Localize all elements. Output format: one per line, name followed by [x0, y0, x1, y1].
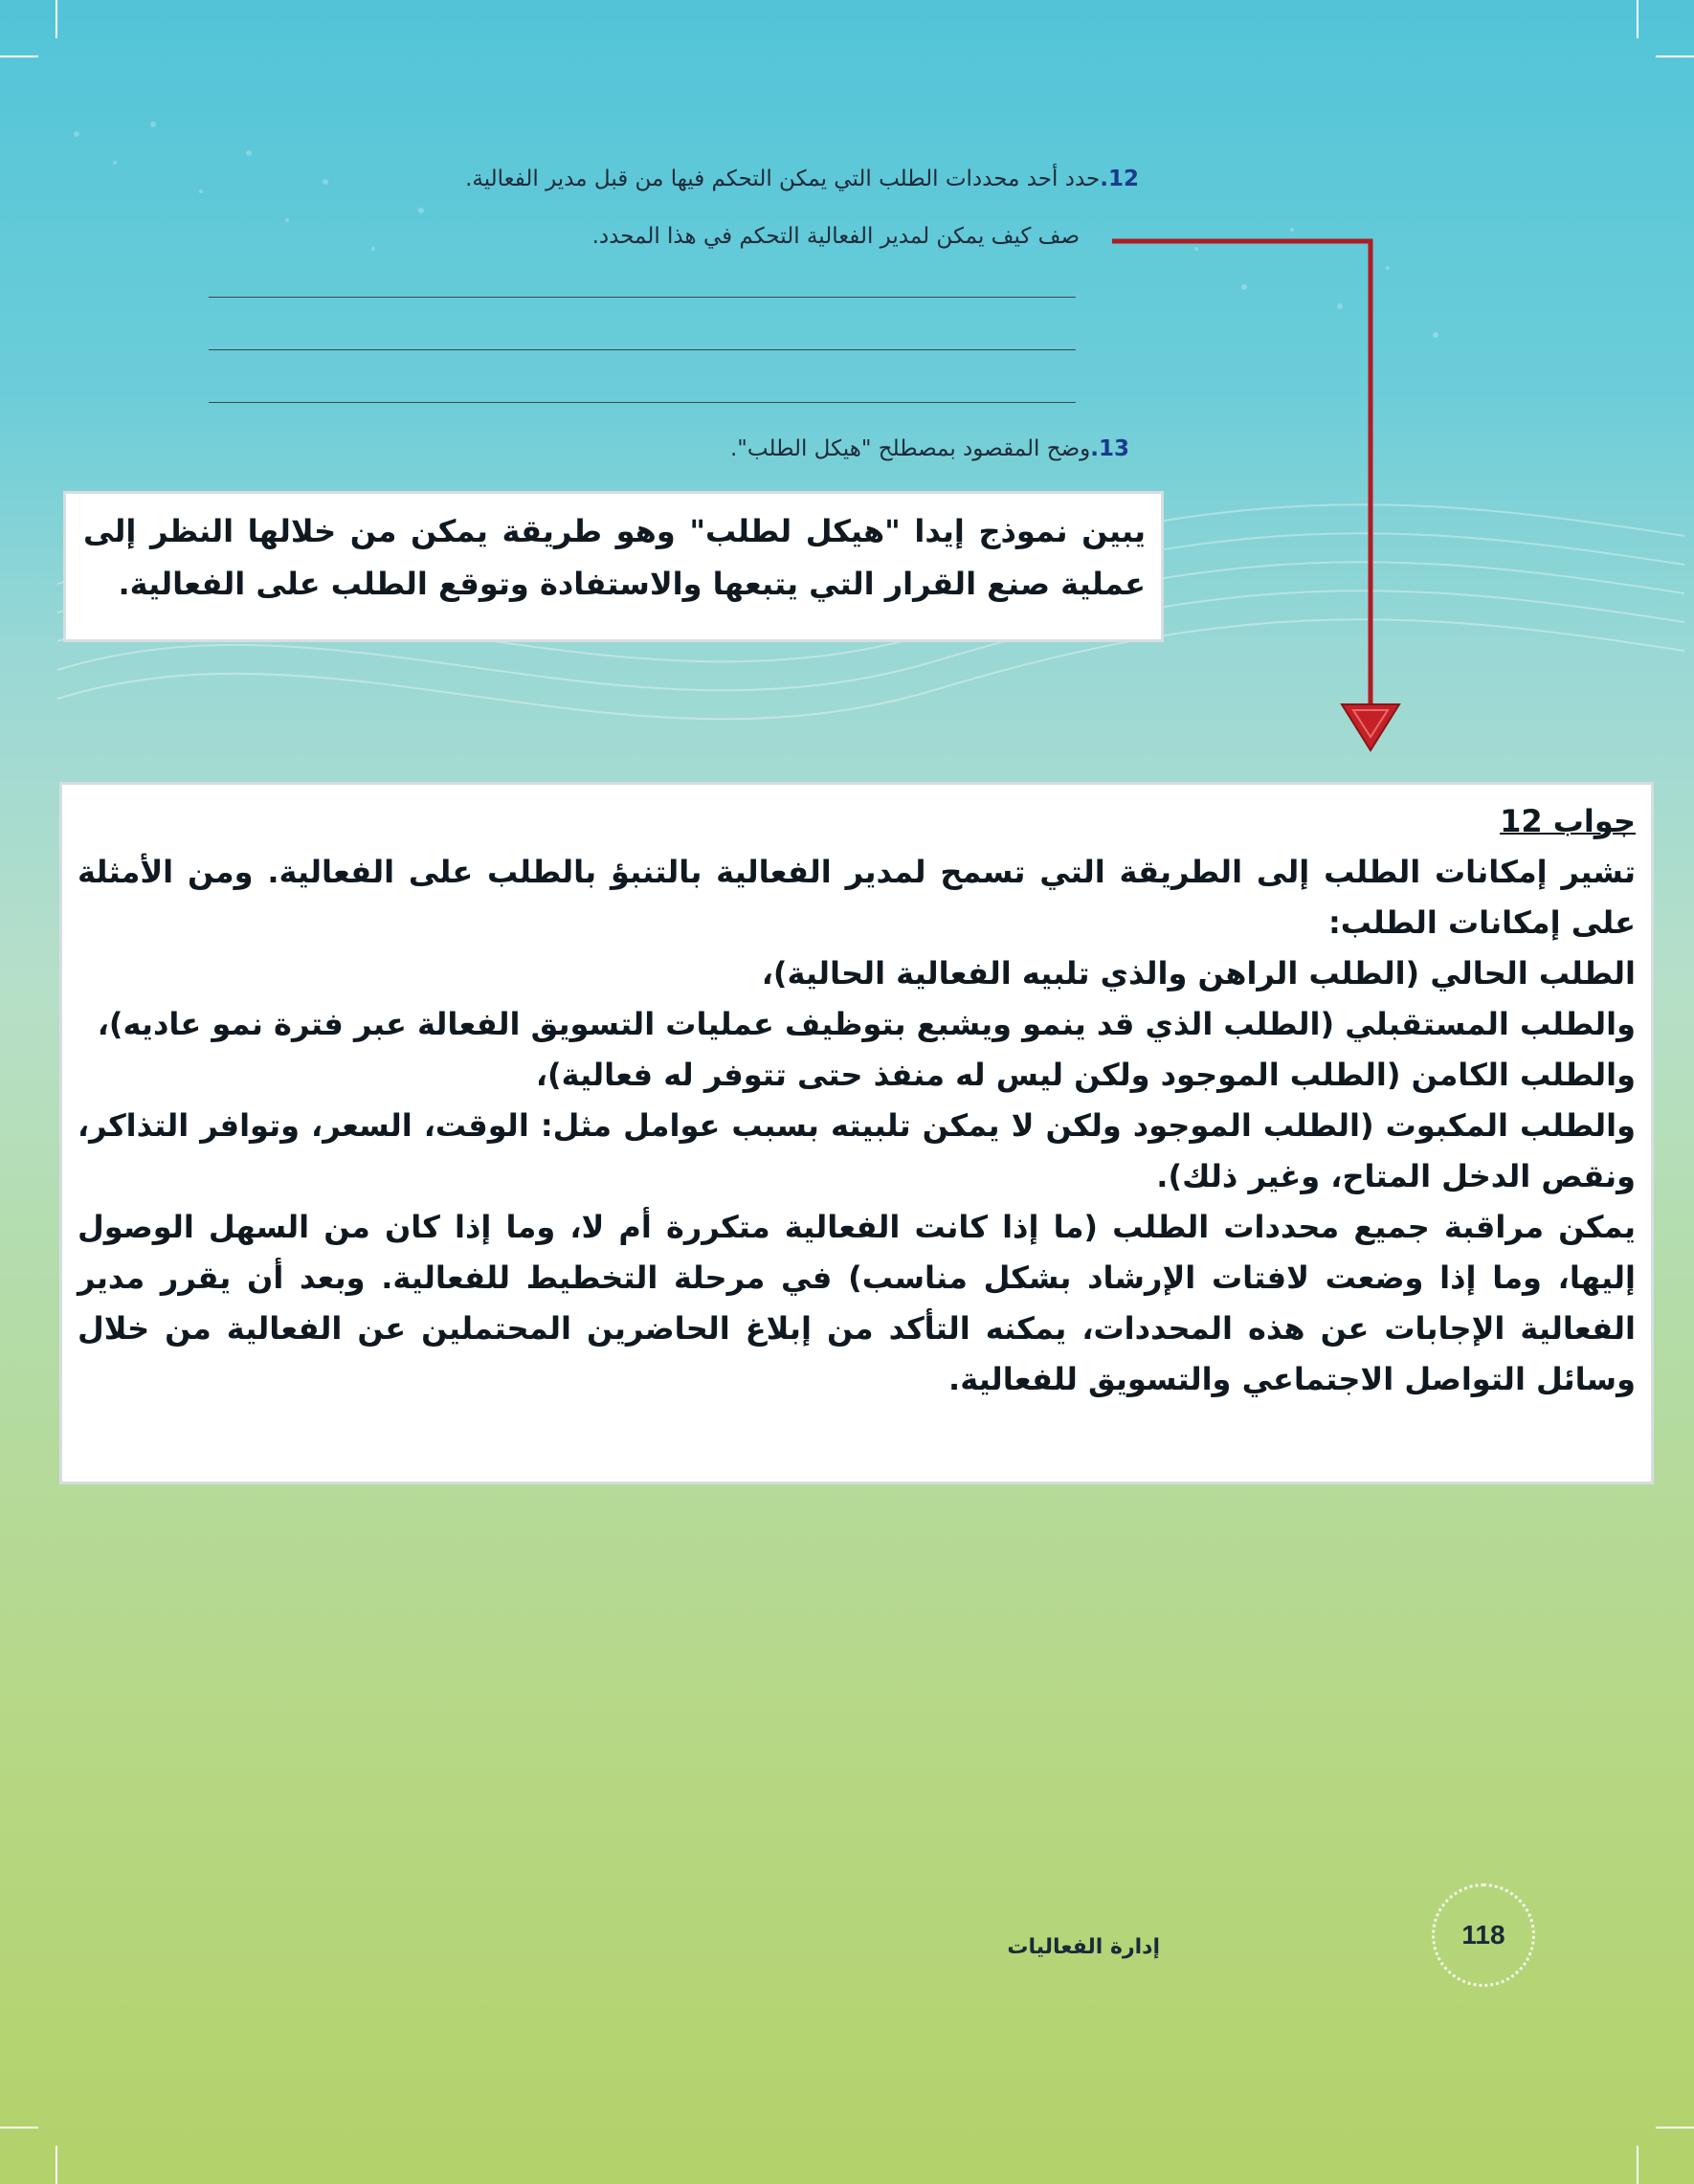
answer-12-paragraph: يمكن مراقبة جميع محددات الطلب (ما إذا كانت الفعالية متكررة أم لا، وما إذا كان من السهل الوصول إليها، وما إذا وضعت لافتات الإرشاد بشكل مناسب) في مرحلة التخطيط للفعالية. وبعد أن يقرر مدير الفعالية الإجابات عن هذه المحددات، يمكنه التأكد من إبلاغ الحاضرين المحتملين عن الفعالية من خلال وسائل التواصل الاجتماعي والتسويق للفعالية. [78, 1209, 1636, 1397]
answer-12-paragraph: تشير إمكانات الطلب إلى الطريقة التي تسمح لمدير الفعالية بالتنبؤ بالطلب على الفعالية. ومن الأمثلة على إمكانات الطلب: [78, 854, 1636, 941]
question-12-number: 12. [1100, 167, 1139, 191]
arrow-line [1112, 241, 1371, 708]
page-number-text: 118 [1461, 1920, 1505, 1950]
answer-12-paragraph: والطلب المستقبلي (الطلب الذي قد ينمو ويشبع بتوظيف عمليات التسويق الفعالة عبر فترة نمو عاديه)، [97, 1006, 1636, 1042]
crop-mark [56, 2146, 57, 2184]
question-12-text: حدد أحد محددات الطلب التي يمكن التحكم فيها من قبل مدير الفعالية. [465, 167, 1101, 191]
answer-12-paragraph: الطلب الحالي (الطلب الراهن والذي تلبيه الفعالية الحالية)، [761, 955, 1636, 992]
question-13-text: وضح المقصود بمصطلح "هيكل الطلب". [730, 436, 1091, 461]
answer-12-paragraph: والطلب الكامن (الطلب الموجود ولكن ليس له منفذ حتى تتوفر له فعالية)، [535, 1057, 1636, 1093]
answer-12-title: جواب 12 [1500, 803, 1636, 839]
connector-arrow [0, 0, 1694, 785]
page-number [1432, 1883, 1535, 1987]
crop-mark [0, 2127, 38, 2128]
footer-book-title: إدارة الفعاليات [1007, 1935, 1160, 1959]
question-12-subtext: صف كيف يمكن لمدير الفعالية التحكم في هذا المحدد. [591, 224, 1080, 249]
crop-mark [1656, 2127, 1694, 2128]
answer-13-text: يبين نموذج إيدا "هيكل لطلب" وهو طريقة يمكن من خلالها النظر إلى عملية صنع القرار التي يتبعها والاستفادة وتوقع الطلب على الفعالية. [83, 513, 1146, 602]
arrow-head-icon [1342, 704, 1399, 750]
question-13-number: 13. [1090, 436, 1129, 461]
answer-12-box [59, 782, 1654, 1484]
answer-12-paragraph: والطلب المكبوت (الطلب الموجود ولكن لا يمكن تلبيته بسبب عوامل مثل: الوقت، السعر، وتوافر التذاكر، ونقص الدخل المتاح، وغير ذلك). [78, 1107, 1636, 1194]
crop-mark [1637, 2146, 1638, 2184]
